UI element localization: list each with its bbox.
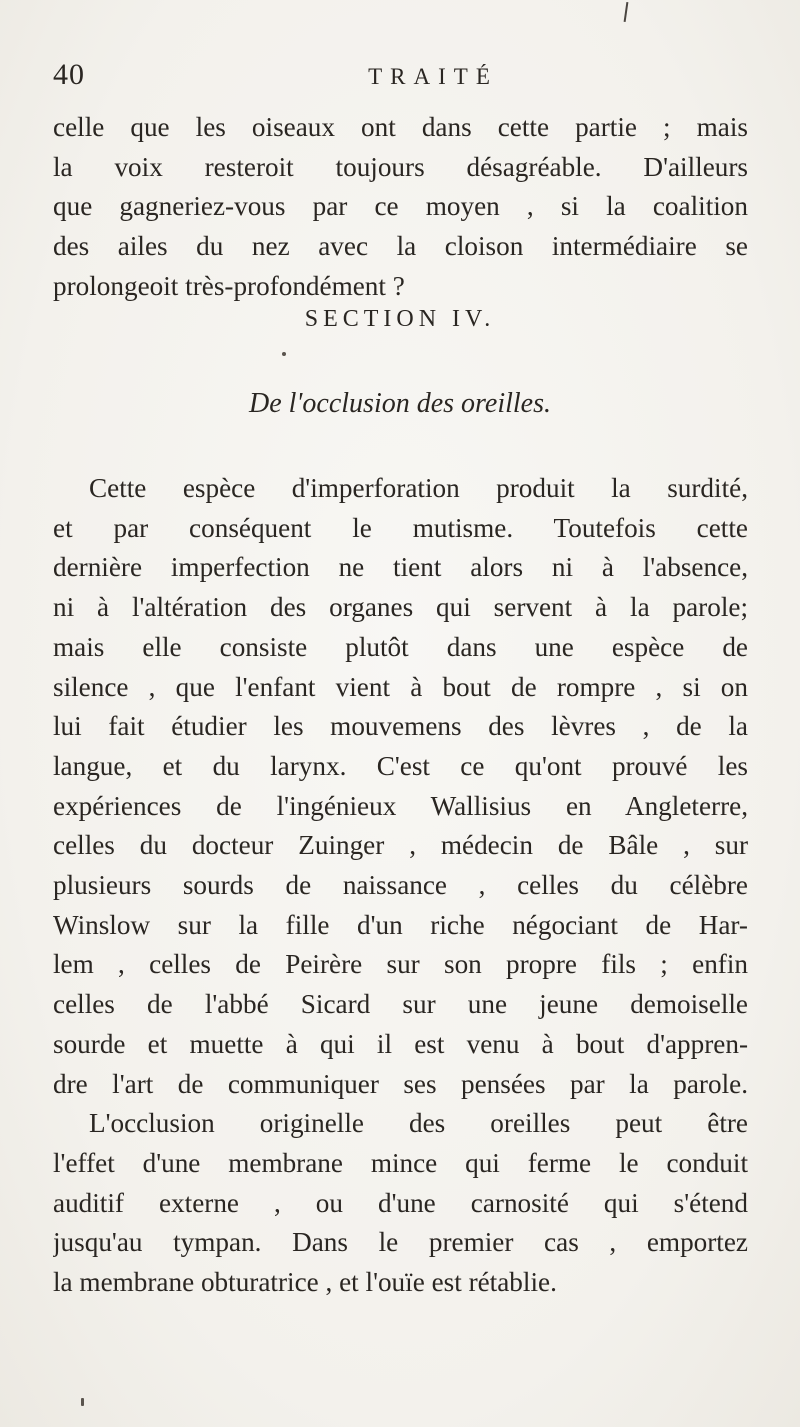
- text-line: sourde et muette à qui il est venu à bout d'appren-: [53, 1028, 748, 1059]
- text-line: dre l'art de communiquer ses pensées par la parole.: [53, 1068, 748, 1099]
- stray-ink-mark: [624, 2, 629, 22]
- text-line: mais elle consiste plutôt dans une espèce de: [53, 631, 748, 662]
- text-line: celles du docteur Zuinger , médecin de Bâle , sur: [53, 830, 748, 861]
- text-line: et par conséquent le mutisme. Toutefois cette: [53, 512, 748, 543]
- text-line: Cette espèce d'imperforation produit la surdité,: [89, 473, 748, 503]
- text-line: la membrane obturatrice , et l'ouïe est rétablie.: [53, 1267, 557, 1298]
- text-line: dernière imperfection ne tient alors ni à l'absence,: [53, 552, 748, 583]
- text-line: plusieurs sourds de naissance , celles du célèbre: [53, 870, 748, 901]
- text-line: ni à l'altération des organes qui servent à la parole;: [53, 592, 748, 623]
- text-line: la voix resteroit toujours désagréable. D'ailleurs: [53, 151, 748, 182]
- text-line: l'effet d'une membrane mince qui ferme le conduit: [53, 1147, 748, 1178]
- text-line: des ailes du nez avec la cloison intermédiaire se: [53, 231, 748, 262]
- text-line: celle que les oiseaux ont dans cette partie ; mais: [53, 112, 748, 142]
- text-line: Winslow sur la fille d'un riche négociant de Har-: [53, 909, 748, 940]
- text-line: que gagneriez-vous par ce moyen , si la coalition: [53, 191, 748, 222]
- text-line: celles de l'abbé Sicard sur une jeune demoiselle: [53, 989, 748, 1020]
- text-line: prolongeoit très-profondément ?: [53, 270, 405, 301]
- text-line: L'occlusion originelle des oreilles peut être: [89, 1108, 748, 1139]
- text-line: silence , que l'enfant vient à bout de rompre , si on: [53, 671, 748, 702]
- paragraph-continuation: [53, 108, 748, 307]
- text-line: lui fait étudier les mouvemens des lèvres , de la: [53, 711, 748, 742]
- stray-dot: [81, 1398, 84, 1406]
- page-header: [53, 58, 753, 98]
- section-subtitle: De l'occlusion des oreilles.: [249, 388, 551, 419]
- text-line: auditif externe , ou d'une carnosité qui s'étend: [53, 1187, 748, 1218]
- text-line: jusqu'au tympan. Dans le premier cas , emportez: [53, 1227, 748, 1258]
- stray-dot: [282, 352, 286, 356]
- text-line: langue, et du larynx. C'est ce qu'ont prouvé les: [53, 750, 748, 781]
- text-line: lem , celles de Peirère sur son propre fils ; enfin: [53, 949, 748, 980]
- running-head: TRAITÉ: [368, 64, 498, 89]
- section-body: [53, 469, 748, 1303]
- text-line: expériences de l'ingénieux Wallisius en Angleterre,: [53, 790, 748, 821]
- page-number: 40: [53, 58, 85, 91]
- section-title: SECTION IV.: [304, 306, 496, 332]
